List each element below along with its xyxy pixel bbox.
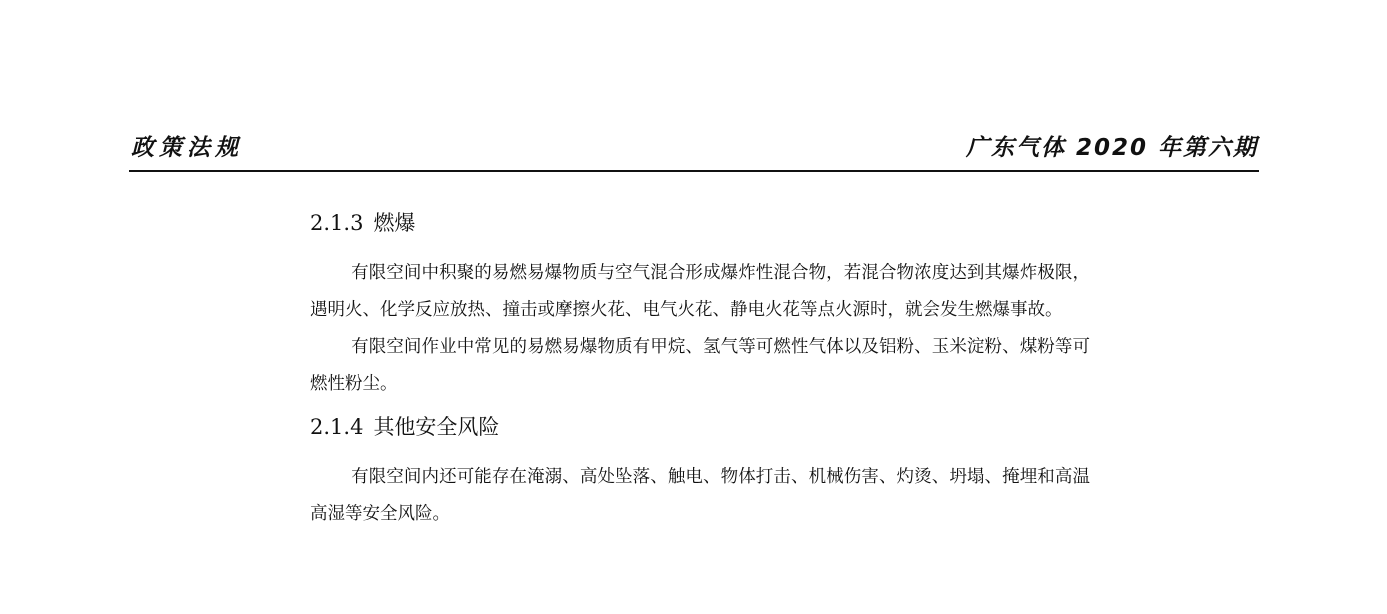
header-divider <box>129 170 1259 172</box>
section-title: 燃爆 <box>373 211 416 235</box>
body-paragraph: 有限空间作业中常见的易燃易爆物质有甲烷、氢气等可燃性气体以及铝粉、玉米淀粉、煤粉等可燃性粉尘。 <box>310 337 1090 394</box>
section-heading <box>310 205 1090 241</box>
section-heading <box>310 409 1090 445</box>
journal-issue-title: 广东气体 2020 年第六期 <box>965 135 1258 161</box>
body-paragraph: 有限空间中积聚的易燃易爆物质与空气混合形成爆炸性混合物，若混合物浓度达到其爆炸极限，遇明火、化学反应放热、撞击或摩擦火花、电气火花、静电火花等点火源时，就会发生燃爆事故。 <box>310 263 1090 320</box>
section-number: 2.1.3 <box>310 211 364 235</box>
article-body <box>310 205 1090 533</box>
body-paragraph: 有限空间内还可能存在淹溺、高处坠落、触电、物体打击、机械伤害、灼烫、坍塌、掩埋和高温高湿等安全风险。 <box>310 467 1090 524</box>
section-number: 2.1.4 <box>310 415 364 439</box>
section-category-title: 政策法规 <box>131 135 243 161</box>
section-title: 其他安全风险 <box>373 415 500 439</box>
